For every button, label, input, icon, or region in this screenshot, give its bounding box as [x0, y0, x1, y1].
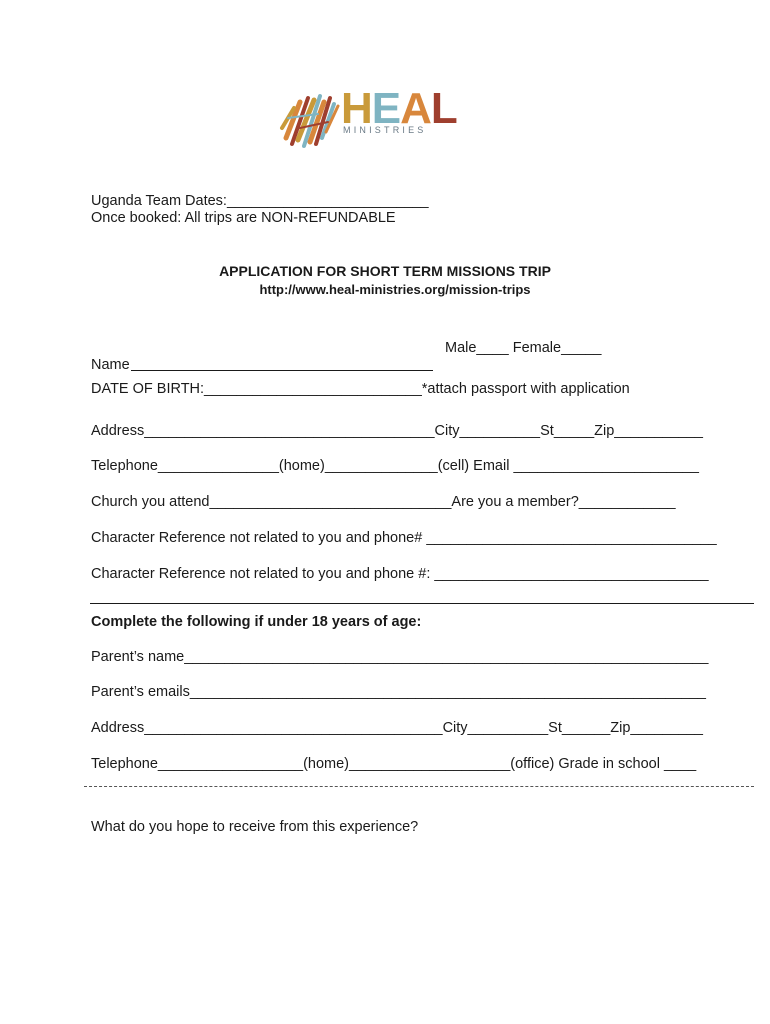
logo-letter-a: A: [400, 84, 431, 133]
address-field[interactable]: Address____________________________________City__________St_____Zip___________: [91, 423, 703, 439]
form-title: APPLICATION FOR SHORT TERM MISSIONS TRIP: [219, 263, 551, 279]
team-dates-field[interactable]: Uganda Team Dates:_________________________: [91, 193, 429, 209]
parent-address-field[interactable]: Address_____________________________________City__________St______Zip_________: [91, 720, 703, 736]
logo-letter-h: H: [341, 84, 372, 133]
character-reference-2-field[interactable]: Character Reference not related to you and phone #: __________________________________: [91, 566, 709, 582]
minor-section-heading: Complete the following if under 18 years of age:: [91, 614, 422, 630]
logo-letter-l: L: [430, 84, 457, 133]
parent-telephone-field[interactable]: Telephone__________________(home)____________________(office) Grade in school ____: [91, 756, 697, 772]
name-label: Name: [91, 357, 130, 373]
parent-name-field[interactable]: Parent’s name_________________________________________________________________: [91, 649, 709, 665]
date-of-birth-field[interactable]: DATE OF BIRTH:___________________________*attach passport with application: [91, 381, 630, 397]
refund-note: Once booked: All trips are NON-REFUNDABLE: [91, 210, 396, 226]
parent-emails-field[interactable]: Parent’s emails________________________________________________________________: [91, 684, 706, 700]
logo-letter-e: E: [371, 84, 401, 133]
church-field[interactable]: Church you attend______________________________Are you a member?____________: [91, 494, 676, 510]
logo-subtitle: MINISTRIES: [343, 125, 427, 135]
website-link[interactable]: http://www.heal-ministries.org/mission-trips: [259, 282, 531, 297]
gender-field[interactable]: Male____ Female_____: [445, 340, 602, 356]
telephone-field[interactable]: Telephone_______________(home)______________(cell) Email _______________________: [91, 458, 699, 474]
experience-question: What do you hope to receive from this experience?: [91, 819, 419, 835]
section-divider: [90, 603, 754, 604]
name-field[interactable]: [131, 370, 433, 371]
dashed-divider: [84, 786, 754, 787]
character-reference-1-field[interactable]: Character Reference not related to you and phone# ____________________________________: [91, 530, 717, 546]
